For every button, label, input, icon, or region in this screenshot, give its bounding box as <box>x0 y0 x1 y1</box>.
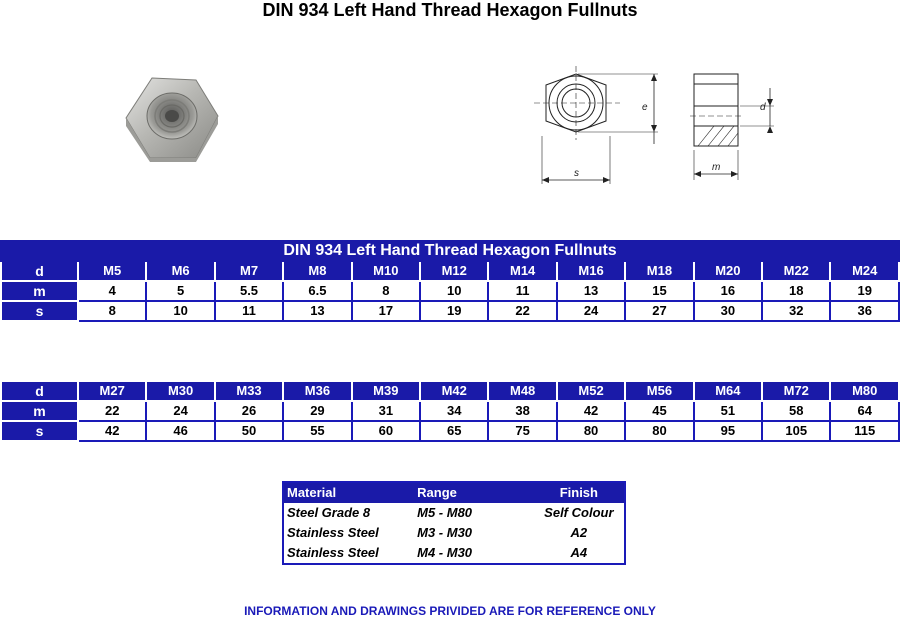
range-cell: M4 - M30 <box>417 545 473 560</box>
table-caption: DIN 934 Left Hand Thread Hexagon Fullnuts <box>1 241 899 261</box>
size-cell: M5 <box>78 261 146 281</box>
s-value: 80 <box>557 421 625 441</box>
m-value: 16 <box>694 281 762 301</box>
size-cell: M39 <box>352 381 420 401</box>
size-cell: M7 <box>215 261 283 281</box>
table-row-d <box>1 261 899 281</box>
size-cell: M42 <box>420 381 488 401</box>
size-cell: M20 <box>694 261 762 281</box>
size-cell: M52 <box>557 381 625 401</box>
s-value: 8 <box>78 301 146 321</box>
m-value: 38 <box>488 401 556 421</box>
m-value: 6.5 <box>283 281 351 301</box>
s-value: 22 <box>488 301 556 321</box>
size-cell: M8 <box>283 261 351 281</box>
finish-cell: Self Colour <box>544 505 614 520</box>
m-value: 4 <box>78 281 146 301</box>
s-value: 65 <box>420 421 488 441</box>
range-cell: M5 - M80 <box>417 505 473 520</box>
s-value: 19 <box>420 301 488 321</box>
m-value: 64 <box>830 401 899 421</box>
s-value: 17 <box>352 301 420 321</box>
page-title: DIN 934 Left Hand Thread Hexagon Fullnuts <box>262 0 638 20</box>
disclaimer-footer: INFORMATION AND DRAWINGS PRIVIDED ARE FOR REFERENCE ONLY <box>244 604 656 618</box>
s-value: 11 <box>215 301 283 321</box>
s-value: 36 <box>830 301 899 321</box>
size-cell: M56 <box>625 381 693 401</box>
s-value: 32 <box>762 301 830 321</box>
size-cell: M33 <box>215 381 283 401</box>
dim-s-label: s <box>574 168 579 179</box>
table-row <box>283 523 625 543</box>
header-material: Material <box>283 482 414 503</box>
m-value: 26 <box>215 401 283 421</box>
size-cell: M48 <box>488 381 556 401</box>
size-cell: M6 <box>146 261 214 281</box>
m-value: 11 <box>488 281 556 301</box>
m-value: 45 <box>625 401 693 421</box>
s-value: 30 <box>694 301 762 321</box>
size-table-1 <box>0 240 900 322</box>
m-value: 18 <box>762 281 830 301</box>
m-value: 10 <box>420 281 488 301</box>
size-cell: M27 <box>78 381 146 401</box>
s-value: 80 <box>625 421 693 441</box>
material-cell: Stainless Steel <box>287 525 379 540</box>
header-range: Range <box>414 482 534 503</box>
size-cell: M64 <box>694 381 762 401</box>
size-cell: M12 <box>420 261 488 281</box>
m-value: 5 <box>146 281 214 301</box>
s-value: 27 <box>625 301 693 321</box>
header-finish: Finish <box>534 482 625 503</box>
s-value: 24 <box>557 301 625 321</box>
row-label-d: d <box>1 381 78 401</box>
s-value: 55 <box>283 421 351 441</box>
size-cell: M10 <box>352 261 420 281</box>
table-row-s <box>1 421 899 441</box>
table-row-s <box>1 301 899 321</box>
technical-drawing <box>528 66 790 192</box>
table-row-d <box>1 381 899 401</box>
s-value: 95 <box>694 421 762 441</box>
s-value: 10 <box>146 301 214 321</box>
size-cell: M72 <box>762 381 830 401</box>
m-value: 29 <box>283 401 351 421</box>
size-cell: M80 <box>830 381 899 401</box>
m-value: 15 <box>625 281 693 301</box>
size-cell: M24 <box>830 261 899 281</box>
m-value: 13 <box>557 281 625 301</box>
materials-header-row <box>283 482 625 503</box>
finish-cell: A4 <box>570 545 588 560</box>
s-value: 50 <box>215 421 283 441</box>
range-cell: M3 - M30 <box>417 525 473 540</box>
row-label-d: d <box>1 261 78 281</box>
row-label-s: s <box>1 421 78 441</box>
m-value: 58 <box>762 401 830 421</box>
s-value: 42 <box>78 421 146 441</box>
size-cell: M18 <box>625 261 693 281</box>
m-value: 24 <box>146 401 214 421</box>
material-cell: Stainless Steel <box>287 545 379 560</box>
size-cell: M36 <box>283 381 351 401</box>
finish-cell: A2 <box>570 525 588 540</box>
s-value: 75 <box>488 421 556 441</box>
s-value: 60 <box>352 421 420 441</box>
m-value: 51 <box>694 401 762 421</box>
materials-table <box>282 481 626 565</box>
dim-m-label: m <box>712 162 721 173</box>
table-row-m <box>1 281 899 301</box>
s-value: 13 <box>283 301 351 321</box>
m-value: 31 <box>352 401 420 421</box>
s-value: 46 <box>146 421 214 441</box>
row-label-s: s <box>1 301 78 321</box>
row-label-m: m <box>1 401 78 421</box>
m-value: 34 <box>420 401 488 421</box>
size-cell: M16 <box>557 261 625 281</box>
m-value: 19 <box>830 281 899 301</box>
m-value: 5.5 <box>215 281 283 301</box>
m-value: 22 <box>78 401 146 421</box>
s-value: 105 <box>762 421 830 441</box>
size-cell: M22 <box>762 261 830 281</box>
s-value: 115 <box>830 421 899 441</box>
row-label-m: m <box>1 281 78 301</box>
material-cell: Steel Grade 8 <box>287 505 371 520</box>
size-table-2 <box>0 380 900 442</box>
dim-e-label: e <box>642 102 648 113</box>
m-value: 8 <box>352 281 420 301</box>
dim-d-label: d <box>760 102 766 113</box>
size-cell: M30 <box>146 381 214 401</box>
table-row <box>283 543 625 564</box>
size-cell: M14 <box>488 261 556 281</box>
table-row <box>283 503 625 523</box>
m-value: 42 <box>557 401 625 421</box>
hex-nut-photo <box>122 72 220 164</box>
table-row-m <box>1 401 899 421</box>
